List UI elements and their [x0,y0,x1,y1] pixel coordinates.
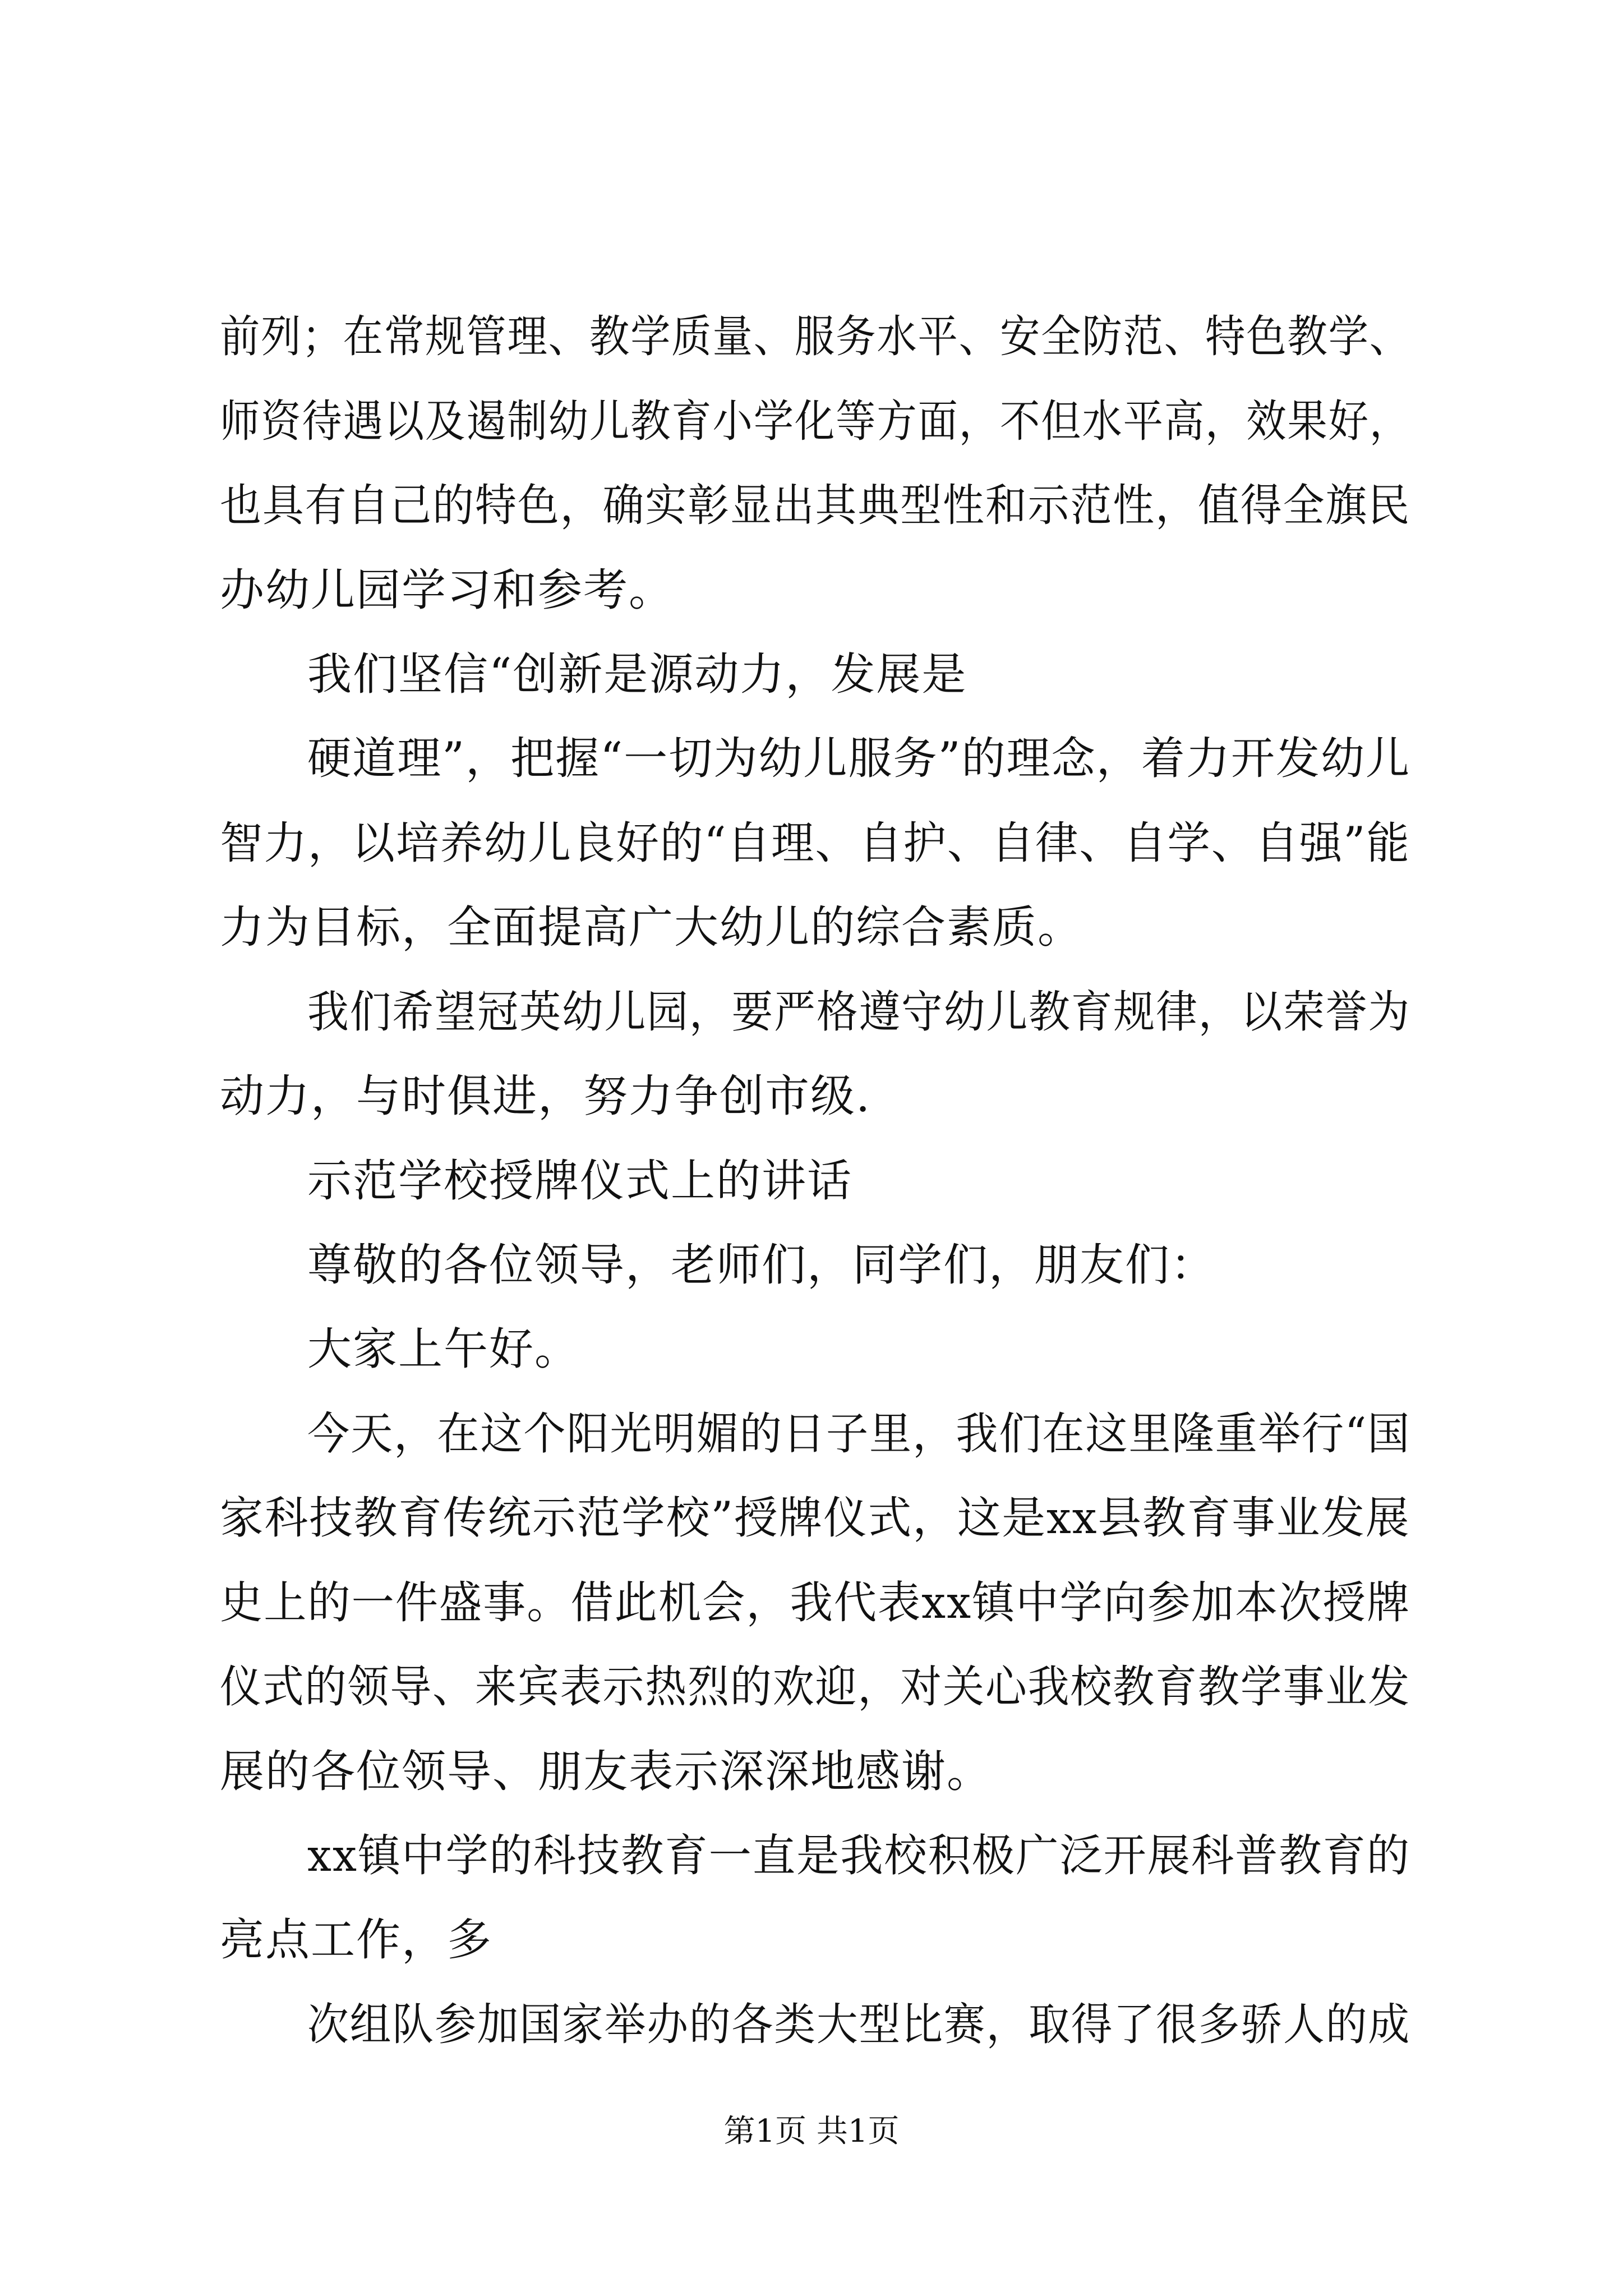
body-line: 前列；在常规管理、教学质量、服务水平、安全防范、特色教学、 [220,311,1411,362]
body-line: 大家上午好。 [307,1323,580,1375]
body-line: 家科技教育传统示范学校”授牌仪式，这是xx县教育事业发展 [220,1492,1410,1544]
body-line: 办幼儿园学习和参考。 [220,564,674,616]
body-line: 师资待遇以及遏制幼儿教育小学化等方面，不但水平高，效果好， [220,395,1411,447]
body-line: 展的各位领导、朋友表示深深地感谢。 [220,1746,992,1797]
page-number-footer: 第1页 共1页 [723,2113,900,2150]
body-line: 尊敬的各位领导，老师们，同学们，朋友们： [307,1239,1216,1291]
body-line: 次组队参加国家举办的各类大型比赛，取得了很多骄人的成 [307,1999,1411,2050]
body-line: 我们希望冠英幼儿园，要严格遵守幼儿教育规律，以荣誉为 [307,986,1411,1038]
body-line: 史上的一件盛事。借此机会，我代表xx镇中学向参加本次授牌 [220,1577,1411,1628]
body-line: 动力，与时俱进，努力争创市级. [220,1070,872,1122]
body-line: 今天，在这个阳光明媚的日子里，我们在这里隆重举行“国 [307,1408,1411,1460]
body-line: 亮点工作，多 [220,1914,492,1966]
body-line: 也具有自己的特色，确实彰显出其典型性和示范性，值得全旗民 [220,480,1411,531]
body-line: 仪式的领导、来宾表示热烈的欢迎，对关心我校教育教学事业发 [220,1661,1411,1713]
body-line: 示范学校授牌仪式上的讲话 [307,1155,852,1207]
body-line: xx镇中学的科技教育一直是我校积极广泛开展科普教育的 [307,1830,1411,1881]
body-line: 我们坚信“创新是源动力，发展是 [307,648,967,700]
body-line: 智力，以培养幼儿良好的“自理、自护、自律、自学、自强”能 [220,817,1410,869]
body-line: 力为目标，全面提高广大幼儿的综合素质。 [220,901,1083,953]
body-line: 硬道理”，把握“一切为幼儿服务”的理念，着力开发幼儿 [307,733,1411,784]
